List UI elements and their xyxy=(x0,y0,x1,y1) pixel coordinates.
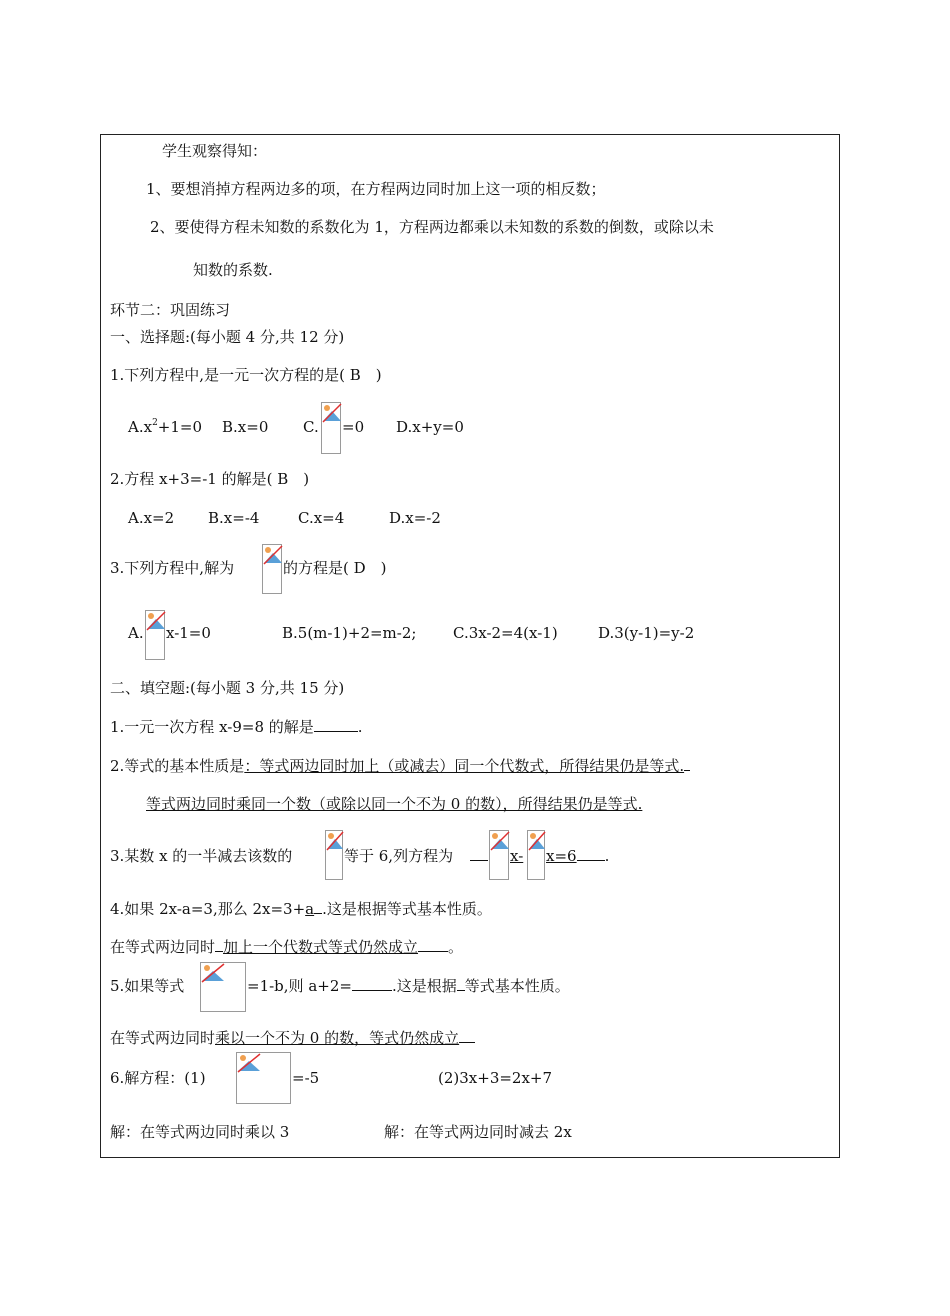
fraction-image-icon xyxy=(527,830,545,880)
fill-q4-line-2: 在等式两边同时 加上一个代数式等式仍然成立 。 xyxy=(110,938,464,956)
fraction-image-icon xyxy=(489,830,509,880)
fill-title: 二、填空题:(每小题 3 分,共 15 分) xyxy=(110,679,345,697)
fill-q3-mid: 等于 6,列方程为 xyxy=(344,847,454,865)
fill-q5-line-2: 在等式两边同时乘以一个不为 0 的数，等式仍然成立 xyxy=(110,1027,475,1049)
fraction-image-icon xyxy=(321,402,341,454)
section-title: 环节二：巩固练习 xyxy=(110,301,231,319)
fraction-image-icon xyxy=(145,610,165,660)
fill-q6-label: 6.解方程：(1) xyxy=(110,1069,206,1087)
fill-q3-eq-end: x=6 . xyxy=(546,847,610,865)
choice-q2-option-d: D.x=-2 xyxy=(389,509,441,527)
choice-q3-stem-end: 的方程是( D ) xyxy=(283,559,387,577)
choice-q2-stem: 2.方程 x+3=-1 的解是( B ) xyxy=(110,470,310,488)
answer-blank xyxy=(314,717,358,732)
intro-heading: 学生观察得知： xyxy=(162,142,268,160)
fill-q6-solution-1: 解：在等式两边同时乘以 3 xyxy=(110,1123,290,1141)
fill-q2: 2.等式的基本性质是：等式两边同时加上（或减去）同一个代数式，所得结果仍是等式. xyxy=(110,755,690,777)
choice-q1-stem: 1.下列方程中,是一元一次方程的是( B ) xyxy=(110,366,382,384)
intro-point-1: 1、要想消掉方程两边多的项，在方程两边同时加上这一项的相反数； xyxy=(146,180,606,198)
fraction-image-icon xyxy=(200,962,246,1012)
fraction-image-icon xyxy=(262,544,282,594)
choice-q3-option-b: B.5(m-1)+2=m-2; xyxy=(282,624,417,642)
choice-q1-option-b: B.x=0 xyxy=(222,418,269,436)
choice-q1-option-c-value: =0 xyxy=(342,418,365,436)
choice-q3-stem-start: 3.下列方程中,解为 xyxy=(110,559,235,577)
fill-q4: 4.如果 2x-a=3,那么 2x=3+a .这是根据等式基本性质。 xyxy=(110,900,492,918)
choice-q1-option-c-label: C. xyxy=(303,418,319,436)
fill-q5-rest: =1-b,则 a+2= .这是根据 等式基本性质。 xyxy=(247,977,570,995)
choice-title: 一、选择题:(每小题 4 分,共 12 分) xyxy=(110,328,345,346)
choice-q2-option-a: A.x=2 xyxy=(128,509,175,527)
fill-q6-solution-2: 解：在等式两边同时减去 2x xyxy=(384,1123,572,1141)
fill-q5-start: 5.如果等式 xyxy=(110,977,185,995)
fill-q3-eq-mid: x- xyxy=(510,847,524,865)
choice-q1-option-d: D.x+y=0 xyxy=(396,418,464,436)
fill-q2-line-2: 等式两边同时乘同一个数（或除以同一个不为 0 的数），所得结果仍是等式. xyxy=(146,795,643,813)
fraction-image-icon xyxy=(325,830,343,880)
choice-q3-option-c: C.3x-2=4(x-1) xyxy=(453,624,558,642)
choice-q3-option-a-label: A. xyxy=(128,624,144,642)
answer-blank xyxy=(352,976,392,991)
fraction-image-icon xyxy=(236,1052,291,1104)
fill-q6-eq1-value: =-5 xyxy=(292,1069,320,1087)
choice-q1-option-a: $A.x^2+1=0$ xyxy=(128,418,203,436)
choice-q2-option-b: B.x=-4 xyxy=(208,509,260,527)
choice-q2-option-c: C.x=4 xyxy=(298,509,345,527)
intro-point-2-cont: 知数的系数. xyxy=(193,261,273,279)
fill-q6-eq2: (2)3x+3=2x+7 xyxy=(438,1069,553,1087)
answer-blank xyxy=(470,846,488,861)
intro-point-2: 2、要使得方程未知数的系数化为 1，方程两边都乘以未知数的系数的倒数，或除以未 xyxy=(150,218,714,236)
choice-q3-option-d: D.3(y-1)=y-2 xyxy=(598,624,695,642)
fill-q1: 1.一元一次方程 x-9=8 的解是 . xyxy=(110,718,363,736)
fill-q3-start: 3.某数 x 的一半减去该数的 xyxy=(110,847,293,865)
choice-q3-option-a-value: x-1=0 xyxy=(166,624,211,642)
